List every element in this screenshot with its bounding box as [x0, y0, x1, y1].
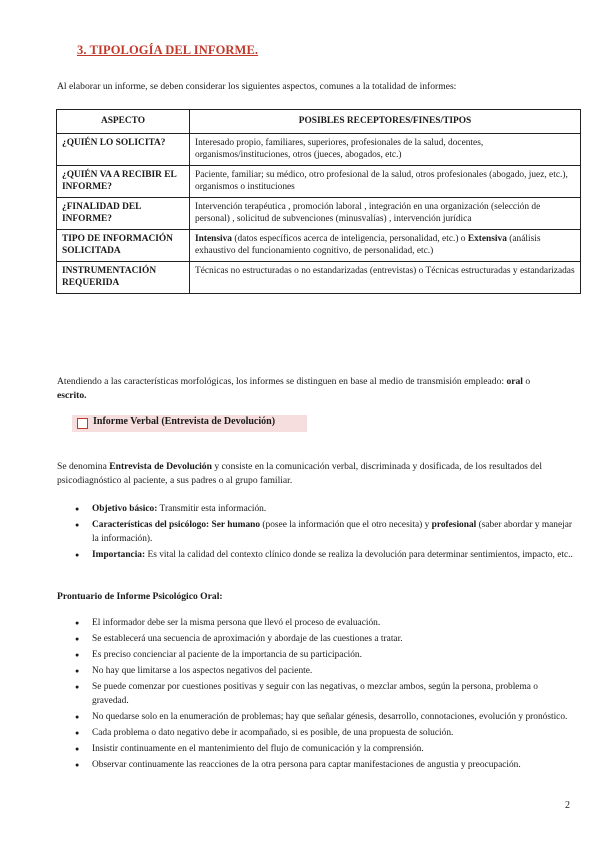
text-run: Atendiendo a las características morfológicas, los informes se distinguen en base al medio de transmisión empleado:	[57, 376, 507, 387]
bold-term: Extensiva	[467, 233, 507, 244]
text-run: (saber abordar y manejar la información).	[92, 520, 573, 544]
desc-cell	[190, 229, 581, 261]
table-header-cell: POSIBLES RECEPTORES/FINES/TIPOS	[190, 110, 581, 134]
checkbox-square-icon	[77, 418, 88, 429]
text-run: Es vital la calidad del contexto clínico donde se realiza la devolución para determinar sentimientos, impacto, etc..	[145, 550, 573, 560]
list-item	[75, 518, 575, 546]
bold-term: oral	[506, 376, 523, 387]
list-item	[75, 548, 575, 562]
table-header-row	[57, 110, 581, 134]
prontuario-list	[75, 616, 575, 774]
aspects-table	[56, 109, 581, 294]
characteristics-list	[75, 502, 575, 564]
bold-term: escrito.	[57, 390, 87, 401]
verbal-report-callout	[72, 415, 307, 432]
list-item: ● El informador debe ser la misma persona que llevó el proceso de evaluación.	[75, 616, 575, 630]
desc-cell: Interesado propio, familiares, superiores, profesionales de la salud, docentes, organismos/instituciones, otros (jueces, abogados, etc.)	[190, 133, 581, 165]
bold-term: Entrevista de Devolución	[109, 461, 212, 472]
table-row	[57, 261, 581, 293]
table-row	[57, 197, 581, 229]
bold-term: Importancia:	[92, 550, 146, 560]
list-item: ● Es preciso concienciar al paciente de la importancia de su participación.	[75, 648, 575, 662]
definition-paragraph	[57, 460, 572, 488]
aspect-cell: ¿FINALIDAD DEL INFORME?	[57, 197, 190, 229]
desc-cell: Intervención terapéutica , promoción laboral , integración en una organización (selección de personal) , solicitud de subvenciones (minusvalías) , intervención jurídica	[190, 197, 581, 229]
text-run: (posee la información que el otro necesita) y	[260, 520, 432, 530]
table-row	[57, 133, 581, 165]
aspect-cell: TIPO DE INFORMACIÓN SOLICITADA	[57, 229, 190, 261]
page-number: 2	[565, 800, 570, 811]
verbal-report-label: Informe Verbal (Entrevista de Devolución)	[93, 416, 276, 427]
bold-term: Intensiva	[195, 233, 232, 244]
desc-text: (análisis exhaustivo del funcionamiento cognitivo, de personalidad, etc.)	[195, 233, 541, 256]
list-item	[75, 502, 575, 516]
table-row	[57, 165, 581, 197]
text-run: o	[522, 376, 531, 387]
desc-cell: Técnicas no estructuradas o no estandarizadas (entrevistas) o Técnicas estructuradas y estandarizadas	[190, 261, 581, 293]
table-header-cell: ASPECTO	[57, 110, 190, 134]
list-item: ● Se puede comenzar por cuestiones positivas y seguir con las negativas, o mezclar ambos, según la persona, problema o gravedad.	[75, 680, 575, 708]
bold-term: Características del psicólogo:	[92, 520, 210, 530]
list-item: ● No hay que limitarse a los aspectos negativos del paciente.	[75, 664, 575, 678]
aspect-cell: INSTRUMENTACIÓN REQUERIDA	[57, 261, 190, 293]
desc-cell: Paciente, familiar; su médico, otro profesional de la salud, otros profesionales (abogado, juez, etc.), organismos o instituciones	[190, 165, 581, 197]
list-item: ● Cada problema o dato negativo debe ir acompañado, si es posible, de una propuesta de solución.	[75, 726, 575, 740]
prontuario-title: Prontuario de Informe Psicológico Oral:	[57, 591, 223, 602]
text-run: Transmitir esta información.	[157, 504, 267, 514]
text-run: y consiste en la comunicación verbal, discriminada y dosificada, de los resultados del psicodiagnóstico al paciente, a sus padres o al grupo familiar.	[57, 461, 543, 486]
text-run: Se denomina	[57, 461, 110, 472]
section-heading: 3. TIPOLOGÍA DEL INFORME.	[77, 43, 259, 57]
list-item: ● Se establecerá una secuencia de aproximación y abordaje de las cuestiones a tratar.	[75, 632, 575, 646]
table-row	[57, 229, 581, 261]
list-item: ● Insistir continuamente en el mantenimiento del flujo de comunicación y la comprensión.	[75, 742, 575, 756]
bold-term: Objetivo básico:	[92, 504, 158, 514]
morphology-paragraph	[57, 375, 557, 403]
bold-term: profesional	[431, 520, 477, 530]
aspect-cell: ¿QUIÉN LO SOLICITA?	[57, 133, 190, 165]
bold-term: Ser humano	[209, 520, 261, 530]
aspect-cell: ¿QUIÉN VA A RECIBIR EL INFORME?	[57, 165, 190, 197]
list-item: ● Observar continuamente las reacciones de la otra persona para captar manifestaciones de angustia y preocupación.	[75, 758, 575, 772]
list-item: ● No quedarse solo en la enumeración de problemas; hay que señalar génesis, desarrollo, connotaciones, evolución y pronóstico.	[75, 710, 575, 724]
desc-text: (datos específicos acerca de inteligencia, personalidad, etc.) o	[232, 233, 468, 244]
intro-paragraph: Al elaborar un informe, se deben considerar los siguientes aspectos, comunes a la totalidad de informes:	[57, 81, 457, 92]
